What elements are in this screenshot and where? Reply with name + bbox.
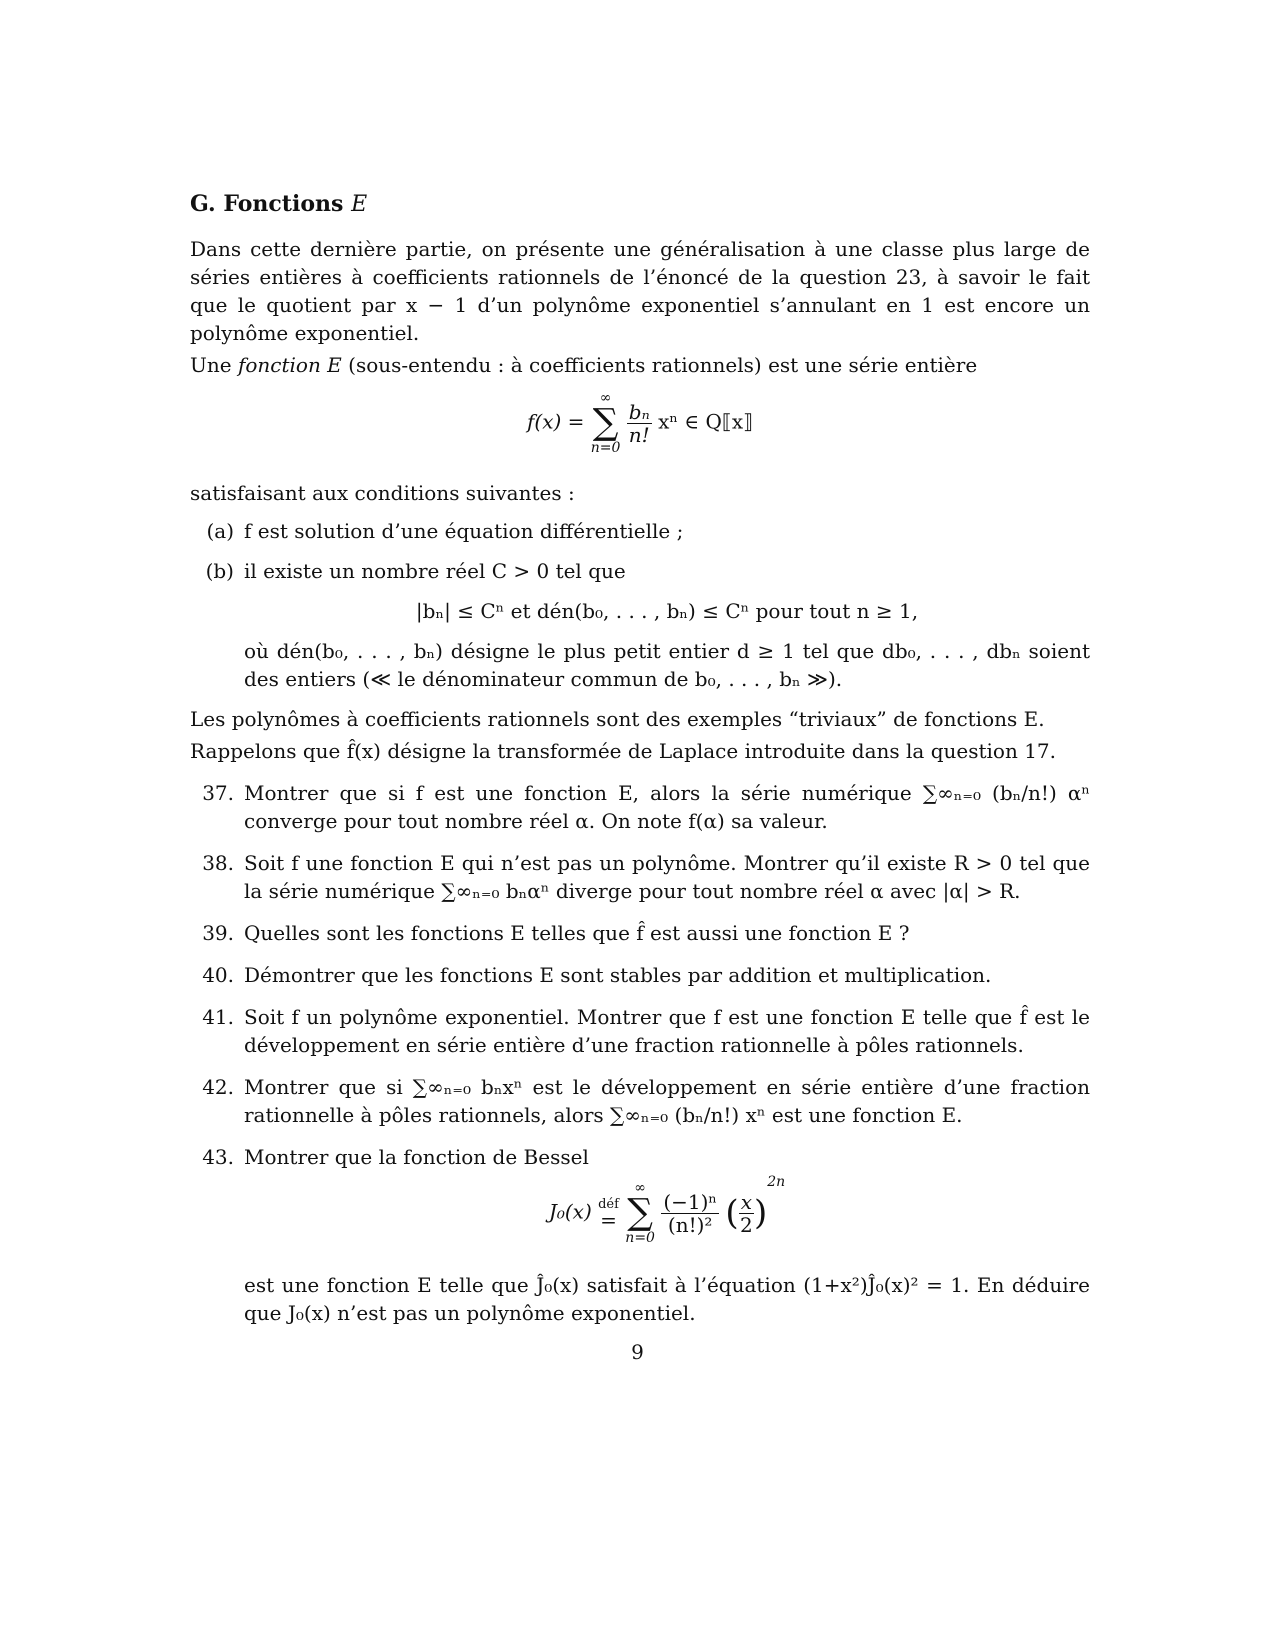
- intro-paragraph: Dans cette dernière partie, on présente une généralisation à une classe plus large de séries entières à coefficients rationnels de l’énoncé de la question 23, à savoir le fait que le quotient par x − 1 d’un polynôme exponentiel s’annulant en 1 est encore un polynôme exponentiel.: [190, 237, 1090, 345]
- bessel-fraction: $\frac{\text{(−1)ⁿ}}{\text{(n!)²}}$: [663, 1189, 718, 1237]
- section-heading: [190, 190, 1090, 219]
- formula-rhs: xⁿ ∈ Q⟦x⟧: [658, 409, 753, 434]
- question-item: 38. Soit f une fonction E qui n’est pas un polynôme. Montrer qu’il existe R > 0 tel que la série numérique ∑∞ₙ₌₀ bₙαⁿ diverge pour tout nombre réel α avec |α| > R.: [202, 851, 1090, 903]
- document-page: [190, 190, 1090, 1341]
- bessel-lhs: J₀(x): [548, 1199, 592, 1224]
- bessel-formula: J₀(x) déf = ∞ ∑ n=0 $\frac{\text{(−1)ⁿ}}{\text{(n!)²}}$ ( $\frac{x}{2}$ )$^{2n}$: [548, 1174, 786, 1246]
- questions-list: [190, 779, 1090, 1327]
- def-equals: déf =: [598, 1196, 619, 1232]
- conditions-list: [190, 517, 1090, 693]
- question-item: 40. Démontrer que les fonctions E sont stables par addition et multiplication.: [202, 963, 992, 987]
- definition-paragraph: Une fonction E (sous-entendu : à coefficients rationnels) est une série entière: [190, 353, 978, 377]
- condition-formula: |bₙ| ≤ Cⁿ et dén(b₀, . . . , bₙ) ≤ Cⁿ pour tout n ≥ 1,: [415, 599, 919, 623]
- question-item: 39. Quelles sont les fonctions E telles que f̂ est aussi une fonction E ?: [202, 921, 910, 945]
- section-label: G. Fonctions: [190, 191, 344, 217]
- question-item: 41. Soit f un polynôme exponentiel. Montrer que f est une fonction E telle que f̂ est le développement en série entière d’une fraction rationnelle à pôles rationnels.: [202, 1005, 1090, 1057]
- conditions-intro: satisfaisant aux conditions suivantes :: [190, 481, 575, 505]
- question-item: 42. Montrer que si ∑∞ₙ₌₀ bₙxⁿ est le développement en série entière d’une fraction rationnelle à pôles rationnels, alors ∑∞ₙ₌₀ (bₙ/n!) xⁿ est une fonction E.: [202, 1075, 1090, 1127]
- remark-2: Rappelons que f̂(x) désigne la transformée de Laplace introduite dans la question 17.: [190, 739, 1057, 763]
- question-item: 37. Montrer que si f est une fonction E, alors la série numérique ∑∞ₙ₌₀ (bₙ/n!) αⁿ converge pour tout nombre réel α. On note f(α) sa valeur.: [202, 781, 1090, 833]
- bessel-sum-symbol: ∞ ∑ n=0: [625, 1180, 655, 1246]
- definition-term: fonction E: [237, 353, 342, 377]
- list-item: (b) il existe un nombre réel C > 0 tel que |bₙ| ≤ Cⁿ et dén(b₀, . . . , bₙ) ≤ Cⁿ pour tout n ≥ 1, où dén(b₀, . . . , bₙ) désigne le plus petit entier d ≥ 1 tel que db₀, . . . , dbₙ soient des entiers (≪ le dénominateur commun de b₀, . . . , bₙ ≫).: [205, 559, 1090, 691]
- page-number: 9: [631, 1340, 644, 1364]
- sum-symbol: ∞ ∑ n=0: [590, 390, 621, 456]
- formula-fraction: $\frac{\text{bₙ}}{n!}$: [628, 399, 650, 447]
- bessel-inner-fraction: $\frac{x}{2}$: [739, 1189, 753, 1237]
- formula-lhs: f(x) =: [527, 409, 585, 434]
- question-item: 43. Montrer que la fonction de Bessel J₀(x) déf = ∞ ∑ n=0 $\frac{\text{(−1)ⁿ}}{\text{(n!)²}}$ ( $\frac{x}{2}$ )$^{2n}$ est une fonction E telle que Ĵ₀(x) satisfait à l’équation (1+x²)Ĵ₀(x)² = 1. En déduire que J₀(x) n’est pas un polynôme exponentiel.: [202, 1145, 1090, 1325]
- section-letter: E: [351, 192, 368, 217]
- remark-1: Les polynômes à coefficients rationnels sont des exemples “triviaux” de fonctions E.: [190, 707, 1045, 731]
- list-item: (a) f est solution d’une équation différentielle ;: [206, 519, 684, 543]
- series-formula: [190, 391, 1090, 463]
- condition-note: où dén(b₀, . . . , bₙ) désigne le plus petit entier d ≥ 1 tel que db₀, . . . , dbₙ soient des entiers (≪ le dénominateur commun de b₀, . . . , bₙ ≫).: [244, 639, 1090, 691]
- bessel-conclusion: est une fonction E telle que Ĵ₀(x) satisfait à l’équation (1+x²)Ĵ₀(x)² = 1. En déduire que J₀(x) n’est pas un polynôme exponentiel.: [244, 1273, 1090, 1325]
